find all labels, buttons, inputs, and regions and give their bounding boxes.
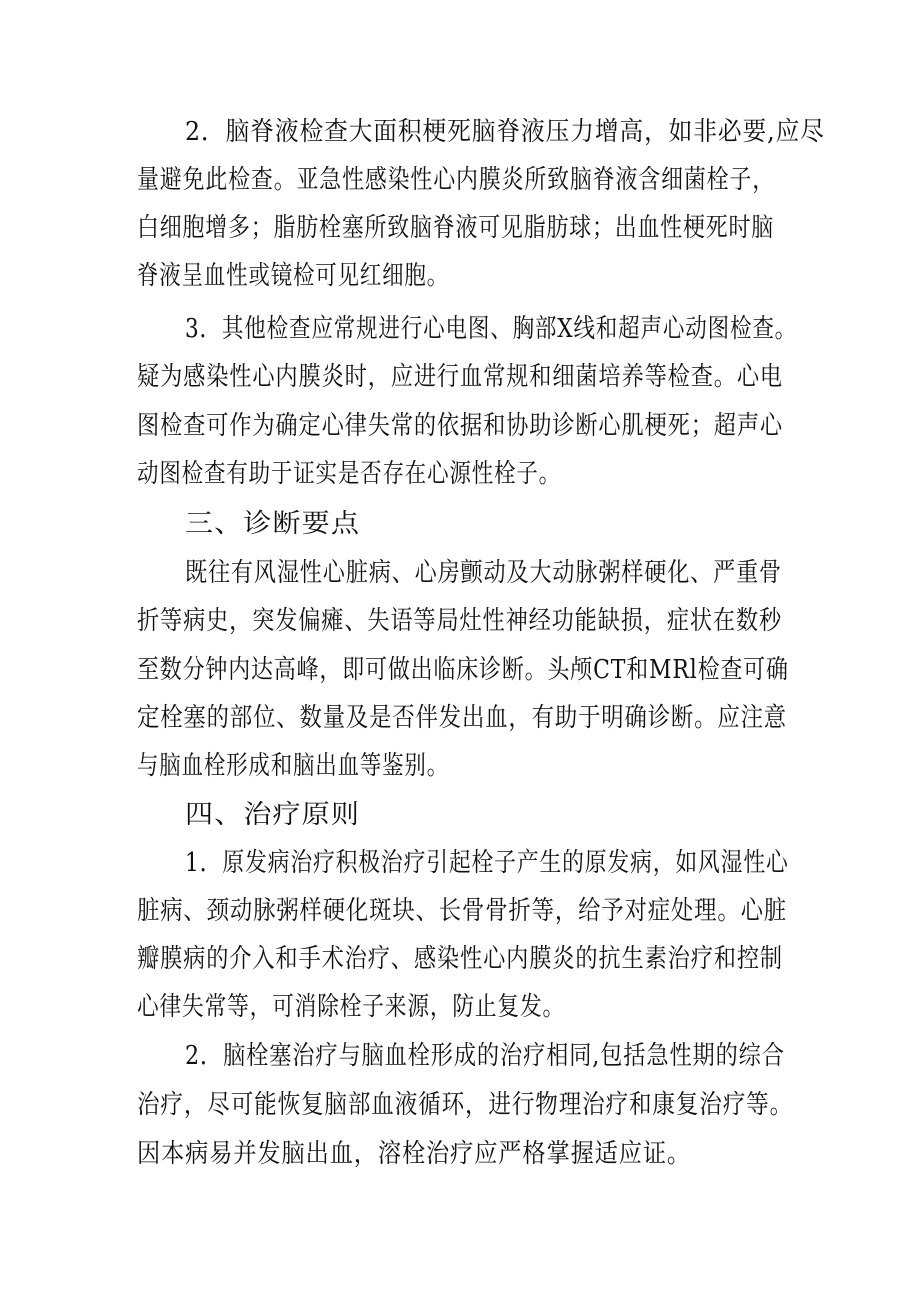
paragraph-3-line-4: 动图检查有助于证实是否存在心源性栓子。 [137, 459, 562, 489]
paragraph-diagnosis-line-2: 折等病史，突发偏瘫、失语等局灶性神经功能缺损，症状在数秒 [137, 606, 783, 636]
paragraph-diagnosis-line-4: 定栓塞的部位、数量及是否伴发出血，有助于明确诊断。应注意 [137, 703, 788, 733]
paragraph-2-line-4: 脊液呈血性或镜检可见红细胞。 [137, 261, 450, 291]
section-heading-diagnosis: 三、诊断要点 [185, 509, 361, 539]
paragraph-diagnosis-line-3: 至数分钟内达高峰，即可做出临床诊断。头颅CT和MRl检查可确 [137, 655, 789, 685]
paragraph-3-line-2: 疑为感染性心内膜炎时，应进行血常规和细菌培养等检查。心电 [137, 362, 784, 392]
paragraph-treatment-1-line-3: 瓣膜病的介入和手术治疗、感染性心内膜炎的抗生素治疗和控制 [137, 944, 784, 974]
paragraph-treatment-2-line-3: 因本病易并发脑出血，溶栓治疗应严格掌握适应证。 [137, 1139, 692, 1169]
paragraph-2-line-1: 2．脑脊液检查大面积梗死脑脊液压力增高，如非必要,应尽 [185, 117, 825, 147]
paragraph-2-line-3: 白细胞增多；脂肪栓塞所致脑脊液可见脂肪球；出血性梗死时脑 [137, 213, 775, 243]
paragraph-treatment-1-line-1: 1．原发病治疗积极治疗引起栓子产生的原发病，如风湿性心 [185, 848, 789, 878]
paragraph-treatment-2-line-1: 2．脑栓塞治疗与脑血栓形成的治疗相同,包括急性期的综合 [185, 1041, 785, 1071]
paragraph-treatment-2-line-2: 治疗，尽可能恢复脑部血液循环，进行物理治疗和康复治疗等。 [137, 1090, 794, 1120]
paragraph-2-line-2: 量避免此检查。亚急性感染性心内膜炎所致脑脊液含细菌栓子， [137, 165, 776, 195]
paragraph-diagnosis-line-1: 既往有风湿性心脏病、心房颤动及大动脉粥样硬化、严重骨 [185, 558, 783, 588]
paragraph-treatment-1-line-2: 脏病、颈动脉粥样硬化斑块、长骨骨折等，给予对症处理。心脏 [137, 896, 788, 926]
section-heading-treatment: 四、治疗原则 [185, 800, 361, 830]
paragraph-3-line-3: 图检查可作为确定心律失常的依据和协助诊断心肌梗死；超声心 [137, 411, 784, 441]
paragraph-diagnosis-line-5: 与脑血栓形成和脑出血等鉴别。 [137, 751, 450, 781]
paragraph-3-line-1: 3．其他检查应常规进行心电图、胸部X线和超声心动图检查。 [185, 314, 798, 344]
paragraph-treatment-1-line-4: 心律失常等，可消除栓子来源，防止复发。 [137, 992, 566, 1022]
